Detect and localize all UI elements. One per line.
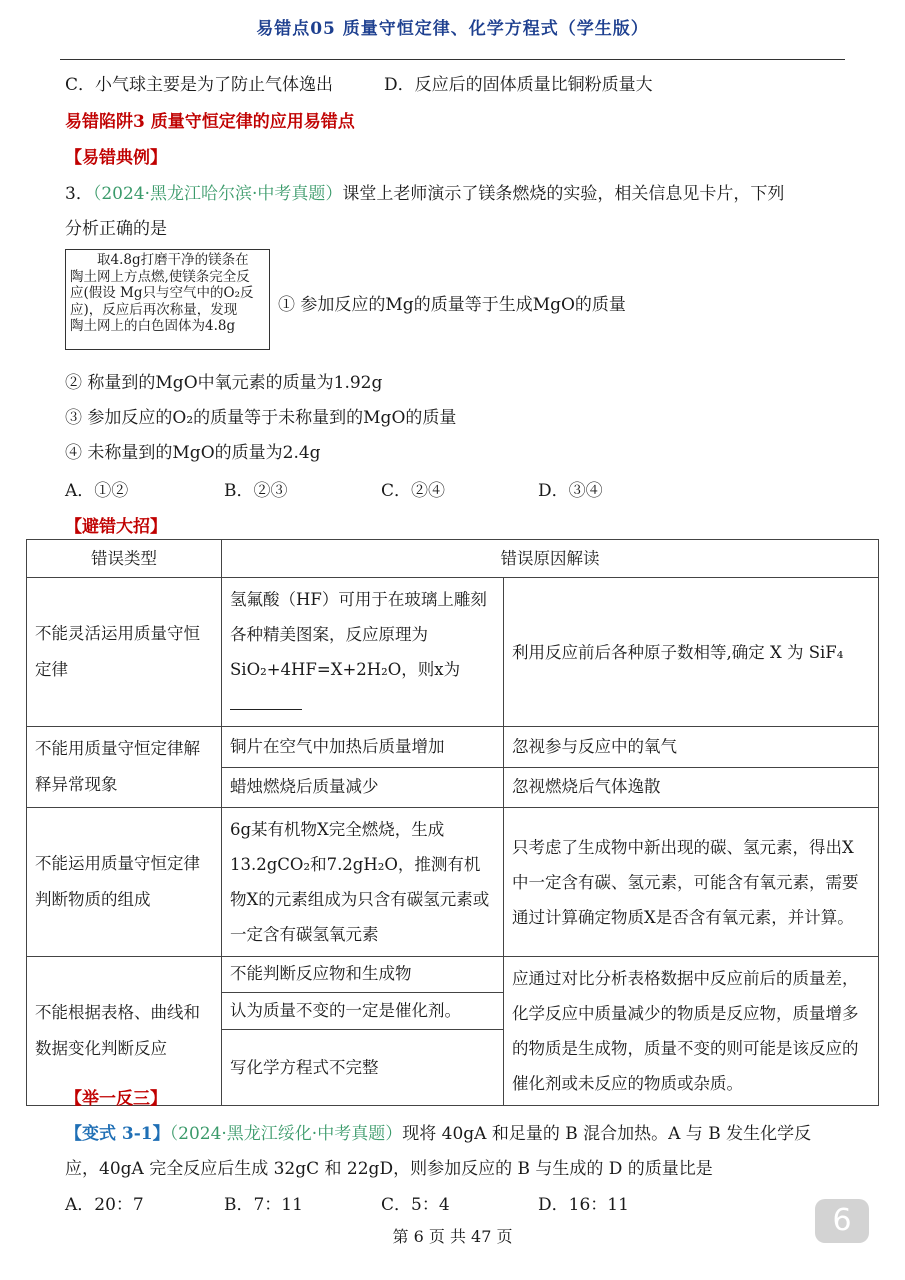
row2-type: 不能用质量守恒定律解释异常现象 — [27, 727, 222, 808]
statement-4: ④ 未称量到的MgO的质量为2.4g — [65, 443, 321, 463]
practice-option-a: A．20：7 — [65, 1195, 144, 1215]
page-header-title: 易错点05 质量守恒定律、化学方程式（学生版） — [256, 19, 649, 39]
table-header-type: 错误类型 — [27, 540, 222, 578]
row3-reason: 只考虑了生成物中新出现的碳、氢元素，得出X中一定含有碳、氢元素，可能含有氧元素，需要通过计算确定物质X是否含有氧元素，并计算。 — [504, 808, 879, 957]
prev-option-c: C．小气球主要是为了防止气体逸出 — [65, 75, 334, 95]
error-table — [26, 539, 879, 1106]
row3-case: 6g某有机物X完全燃烧，生成13.2gCO₂和7.2gH₂O，推测有机物X的元素组成为只含有碳氢元素或一定含有碳氢氧元素 — [222, 808, 504, 957]
row4-case-c: 写化学方程式不完整 — [222, 1030, 504, 1106]
practice-option-c: C．5：4 — [381, 1195, 450, 1215]
row1-case-text: 氢氟酸（HF）可用于在玻璃上雕刻各种精美图案，反应原理为SiO₂+4HF=X+2H₂O，则x为 — [230, 590, 487, 679]
row4-case-b: 认为质量不变的一定是催化剂。 — [222, 992, 504, 1030]
statement-1: ① 参加反应的Mg的质量等于生成MgO的质量 — [278, 295, 626, 315]
header-divider — [60, 59, 845, 60]
row4-reason: 应通过对比分析表格数据中反应前后的质量差，化学反应中质量减少的物质是反应物，质量增多的物质是生成物，质量不变的则可能是该反应的催化剂或未反应的物质或杂质。 — [504, 957, 879, 1106]
tips-label: 【避错大招】 — [65, 517, 167, 537]
statement-3: ③ 参加反应的O₂的质量等于未称量到的MgO的质量 — [65, 408, 457, 428]
question-number: 3． — [65, 184, 93, 204]
practice-option-b: B．7：11 — [224, 1195, 303, 1215]
practice-source: （2024·黑龙江绥化·中考真题） — [169, 1124, 403, 1144]
row2-reason-a: 忽视参与反应中的氧气 — [504, 727, 879, 768]
example-label: 【易错典例】 — [65, 148, 167, 168]
practice-tag: 【变式 3-1】 — [65, 1124, 170, 1144]
question-source: （2024·黑龙江哈尔滨·中考真题） — [92, 184, 343, 204]
practice-line1 — [65, 1119, 811, 1144]
row4-type: 不能根据表格、曲线和数据变化判断反应 — [27, 957, 222, 1106]
practice-option-d: D．16：11 — [538, 1195, 629, 1215]
row2-case-a: 铜片在空气中加热后质量增加 — [222, 727, 504, 768]
option-c: C．②④ — [381, 481, 446, 501]
prev-option-d: D．反应后的固体质量比铜粉质量大 — [384, 75, 653, 95]
info-card: 取4.8g打磨干净的镁条在 陶土网上方点燃,使镁条完全反 应(假设 Mg只与空气中的O₂反 应)，反应后再次称量，发现 陶土网上的白色固体为4.8g — [65, 249, 270, 350]
practice-label: 【举一反三】 — [65, 1089, 167, 1109]
option-d: D．③④ — [538, 481, 603, 501]
question-text-2: 分析正确的是 — [65, 219, 167, 239]
option-b: B．②③ — [224, 481, 288, 501]
question-3-line1 — [65, 179, 784, 204]
statement-2: ② 称量到的MgO中氧元素的质量为1.92g — [65, 373, 383, 393]
option-a: A．①② — [65, 481, 129, 501]
row2-case-b: 蜡烛燃烧后质量减少 — [222, 767, 504, 808]
row3-type: 不能运用质量守恒定律判断物质的组成 — [27, 808, 222, 957]
answer-blank — [230, 695, 302, 710]
table-header-reason: 错误原因解读 — [222, 540, 879, 578]
page-number-badge: 6 — [815, 1199, 869, 1243]
practice-text-2: 应，40gA 完全反应后生成 32gC 和 22gD，则参加反应的 B 与生成的 D 的质量比是 — [65, 1159, 713, 1179]
row4-case-a: 不能判断反应物和生成物 — [222, 957, 504, 993]
question-text-1: 课堂上老师演示了镁条燃烧的实验，相关信息见卡片，下列 — [342, 184, 785, 204]
page-footer: 第 6 页 共 47 页 — [392, 1227, 513, 1246]
row1-type: 不能灵活运用质量守恒定律 — [27, 578, 222, 727]
trap-title: 易错陷阱3 质量守恒定律的应用易错点 — [65, 112, 355, 132]
row1-case — [222, 578, 504, 727]
row1-reason: 利用反应前后各种原子数相等,确定 X 为 SiF₄ — [504, 578, 879, 727]
row2-reason-b: 忽视燃烧后气体逸散 — [504, 767, 879, 808]
practice-text-1: 现将 40gA 和足量的 B 混合加热。A 与 B 发生化学反 — [402, 1124, 812, 1144]
